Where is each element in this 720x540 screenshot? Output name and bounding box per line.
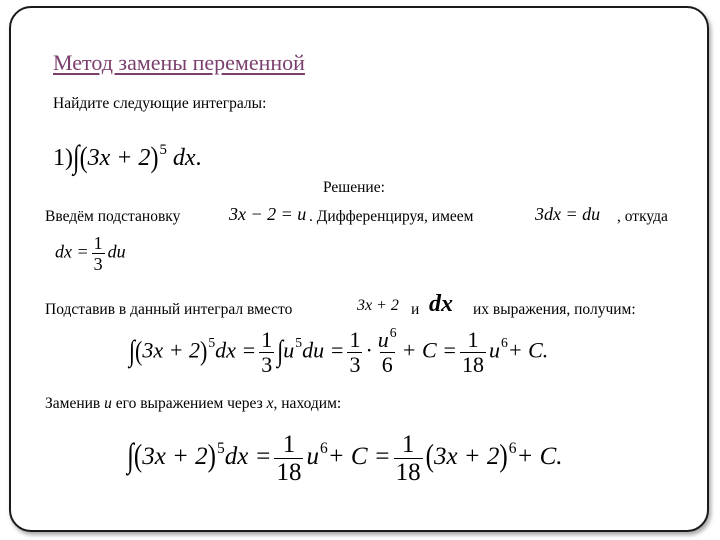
whence-text: , откуда	[617, 208, 668, 225]
eq1-exponent: 5	[208, 335, 216, 351]
fraction-numerator: 1	[93, 233, 103, 253]
eq1-dot: ·	[365, 337, 373, 363]
eq1-u: u	[283, 337, 295, 363]
integral-sign: ∫	[277, 332, 284, 367]
eq1-fraction-3	[376, 324, 399, 377]
eq1-u2-exponent: 6	[500, 335, 508, 351]
substitute-expr: 3x + 2	[357, 297, 399, 314]
fraction-denominator: 3	[261, 352, 273, 377]
eq1-fraction-4	[460, 329, 486, 376]
substitute-text: Подставив в данный интеграл вместо	[45, 301, 293, 318]
replace-u: u	[104, 395, 112, 412]
eq2-dx: dx =	[224, 443, 272, 471]
equation-1: $\int(3x + 2)^5dx$ = $\frac{1}{3}$ $\int u^5du$ = $\frac{1}{3}$ · $\frac{u^6}{6}$ + C = $\frac{1}{18}$ $u^6+ C$.	[129, 324, 549, 377]
eq1-dx: dx =	[215, 337, 257, 363]
substitution-expr: 3x − 2 = u	[229, 204, 307, 224]
fraction-denominator: 6	[381, 352, 393, 377]
fraction-denominator: 3	[93, 254, 103, 274]
eq1-plus-c: + C =	[401, 337, 457, 363]
eq2-u-exponent: 6	[319, 439, 328, 457]
fraction-numerator	[376, 324, 399, 352]
fraction-denominator: 18	[395, 459, 421, 486]
slide-frame	[9, 6, 709, 532]
fraction-numerator: 1	[467, 327, 479, 352]
fraction-denominator: 18	[276, 459, 302, 486]
fraction-one-third	[92, 234, 105, 273]
integral-sign: ∫	[129, 332, 136, 367]
eq1-u-exponent: 5	[295, 335, 303, 351]
fraction-denominator: 3	[349, 352, 361, 377]
dx-rhs: du	[107, 241, 126, 262]
substitute-dx: dx	[429, 291, 453, 317]
eq1-base: 3x + 2	[142, 337, 200, 363]
eq1-end: + C.	[507, 337, 549, 363]
fraction-numerator: 1	[282, 431, 296, 458]
integral-sign: ∫	[73, 140, 80, 176]
and-text: и	[411, 301, 420, 318]
equation-2: $\int(3x + 2)^5dx$ = $\frac{1}{18}$ $u^6+ C$ = $\frac{1}{18}$ $(3x + 2)^6+ C$.	[127, 431, 563, 486]
dx-lhs: dx =	[55, 241, 89, 262]
fraction-numerator: 1	[349, 327, 361, 352]
eq1-fraction-1	[259, 329, 274, 376]
eq1-u2: u	[488, 337, 500, 363]
eq2-plus-c: + C =	[327, 443, 391, 471]
solution-label: Решение:	[323, 179, 385, 196]
slide-title: Метод замены переменной	[53, 50, 305, 75]
instruction-text: Найдите следующие интегралы:	[53, 95, 267, 112]
replace-x: x	[266, 395, 274, 412]
replace-text	[45, 396, 341, 412]
eq2-base: 3x + 2	[142, 443, 208, 471]
fraction-numerator: 1	[401, 431, 415, 458]
eq2-base-2: 3x + 2	[433, 443, 500, 471]
eq1-u-num-exponent: 6	[389, 324, 397, 340]
replace-part-1: Заменив	[45, 395, 101, 412]
problem-exponent: 5	[159, 141, 167, 158]
replace-part-3: , находим:	[273, 395, 342, 412]
problem-1-formula: $1)\int(3x + 2)^5$ dx.	[53, 140, 202, 176]
replace-part-2: его выражением через	[115, 395, 263, 412]
problem-base: 3x + 2	[87, 145, 151, 171]
substitution-intro: Введём подстановку	[45, 208, 181, 225]
substitute-rest-text: их выражения, получим:	[473, 301, 636, 318]
eq2-fraction-1	[274, 432, 303, 485]
differential-expr: 3dx = du	[535, 204, 601, 224]
eq1-u-num: u	[377, 327, 389, 352]
problem-dot: .	[195, 145, 202, 171]
eq2-fraction-2	[394, 432, 423, 485]
eq1-fraction-2	[347, 329, 362, 376]
dx-expression	[55, 234, 126, 273]
eq2-end: + C.	[516, 443, 563, 471]
eq1-du: du =	[302, 337, 345, 363]
differentiate-text: . Дифференцируя, имеем	[309, 208, 474, 225]
fraction-denominator: 18	[461, 352, 484, 377]
problem-number: 1)	[53, 145, 73, 171]
eq2-exponent-2: 6	[508, 439, 517, 457]
problem-dx: dx	[172, 145, 196, 171]
fraction-numerator: 1	[261, 327, 273, 352]
integral-sign: ∫	[127, 438, 134, 475]
eq2-u: u	[306, 443, 319, 471]
eq2-exponent: 5	[216, 439, 225, 457]
